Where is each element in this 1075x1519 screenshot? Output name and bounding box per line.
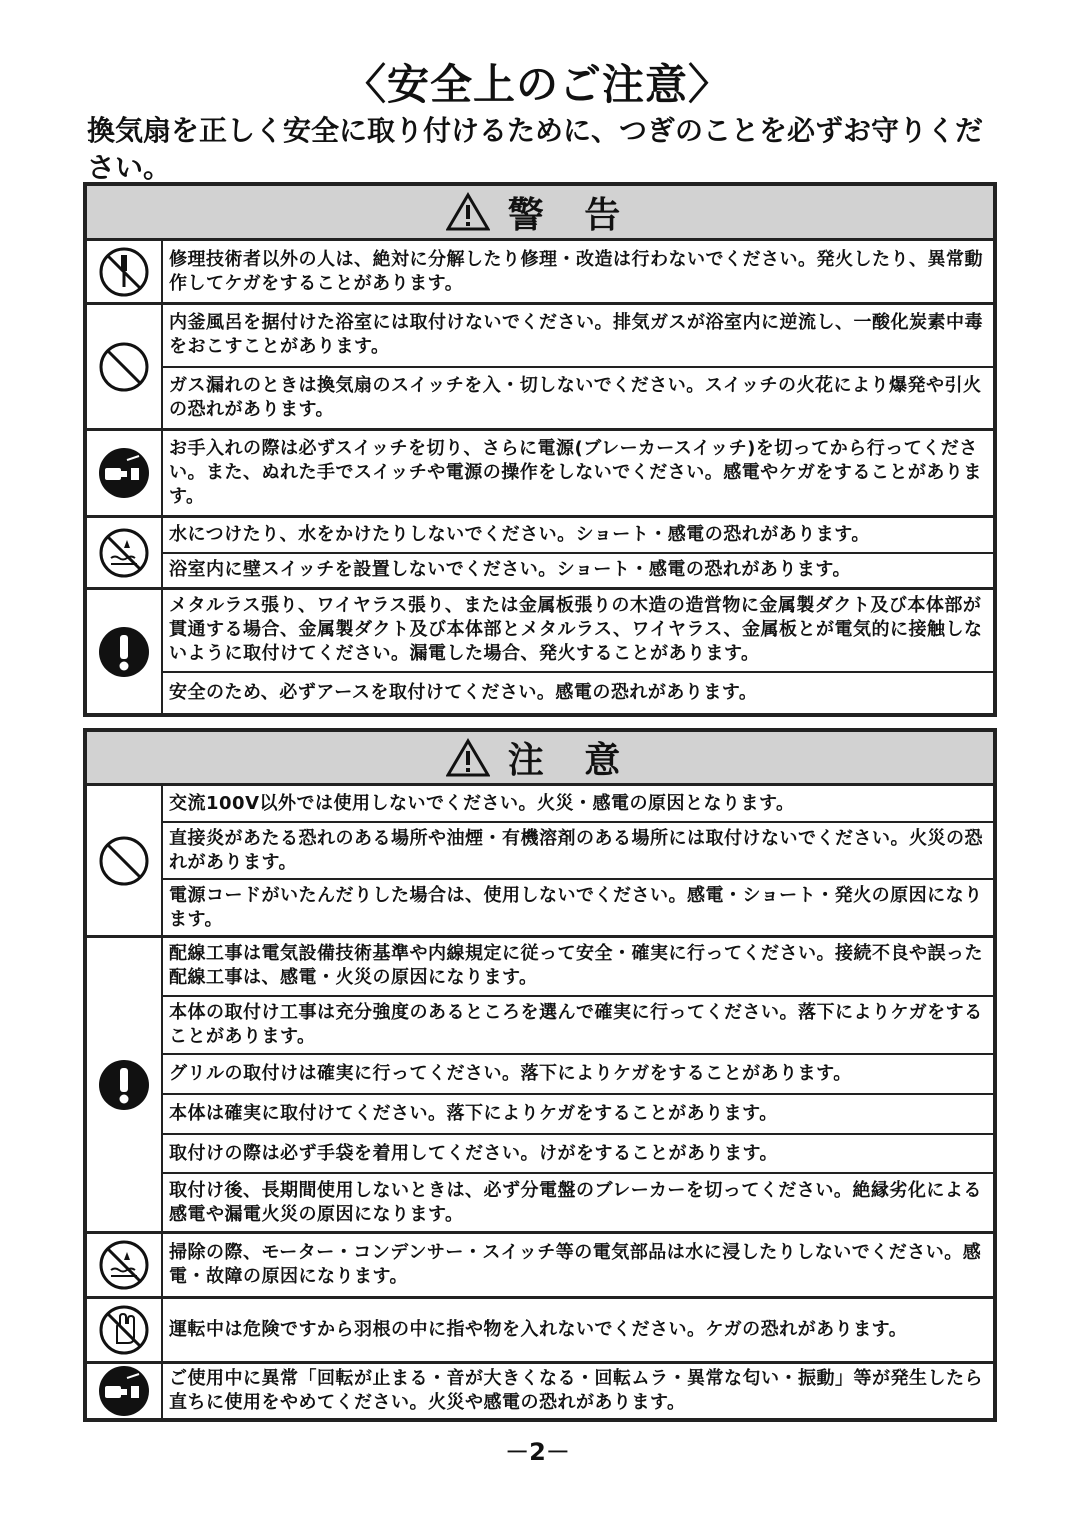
warning-group-prohibited xyxy=(87,302,993,428)
caution-item: 掃除の際、モーター・コンデンサー・スイッチ等の電気部品は水に浸したりしないでください。感電・故障の原因になります。 xyxy=(169,1242,982,1287)
caution-item: 取付け後、長期間使用しないときは、必ず分電盤のブレーカーを切ってください。絶縁劣化による感電や漏電火災の原因になります。 xyxy=(163,1172,993,1231)
mandatory-icon xyxy=(97,625,151,679)
no-water-icon xyxy=(97,1238,151,1292)
warning-item: 浴室内に壁スイッチを設置しないでください。ショート・感電の恐れがあります。 xyxy=(163,552,993,588)
disassembly-prohibited-icon xyxy=(97,245,151,299)
intro-text: 換気扇を正しく安全に取り付けるために、つぎのことを必ずお守りください。 xyxy=(87,114,984,184)
mandatory-icon xyxy=(97,1058,151,1112)
warning-heading-label: 警 告 xyxy=(507,194,635,236)
caution-group-mandatory xyxy=(87,935,993,1231)
warning-item: メタルラス張り、ワイヤラス張り、または金属板張りの木造の造営物に金属製ダクト及び本体部が貫通する場合、金属製ダクト及び本体部とメタルラス、ワイヤラス、金属板とが電気的に接触しないように取付けてください。漏電した場合、発火することがあります。 xyxy=(169,595,983,665)
warning-item: お手入れの際は必ずスイッチを切り、さらに電源(ブレーカースイッチ)を切ってから行ってください。また、ぬれた手でスイッチや電源の操作をしないでください。感電やケガをすることがあります。 xyxy=(169,438,982,507)
caution-item: ご使用中に異常「回転が止まる・音が大きくなる・回転ムラ・異常な匂い・振動」等が発生したら直ちに使用をやめてください。火災や感電の恐れがあります。 xyxy=(169,1368,983,1413)
caution-heading-label: 注 意 xyxy=(507,740,635,781)
caution-group-prohibited xyxy=(87,786,993,935)
caution-group-no-touch xyxy=(87,1296,993,1361)
warning-triangle-icon xyxy=(446,192,490,232)
caution-item: 本体の取付け工事は充分強度のあるところを選んで確実に行ってください。落下によりケガをすることがあります。 xyxy=(163,995,993,1054)
warning-item: ガス漏れのときは換気扇のスイッチを入・切しないでください。スイッチの火花により爆発や引火の恐れがあります。 xyxy=(163,366,993,429)
warning-triangle-icon xyxy=(446,738,490,778)
caution-item: 取付けの際は必ず手袋を着用してください。けがをすることがあります。 xyxy=(163,1133,993,1173)
page-number: －2－ xyxy=(505,1438,570,1466)
warning-panel xyxy=(83,182,997,717)
caution-item: 直接炎があたる恐れのある場所や油煙・有機溶剤のある場所には取付けないでください。火災の恐れがあります。 xyxy=(163,821,993,878)
warning-item: 水につけたり、水をかけたりしないでください。ショート・感電の恐れがあります。 xyxy=(169,523,870,545)
no-touch-icon xyxy=(97,1303,151,1357)
prohibited-icon xyxy=(97,834,151,888)
caution-panel xyxy=(83,728,997,1422)
no-water-icon xyxy=(97,526,151,580)
caution-heading xyxy=(87,732,993,786)
caution-group-unplug xyxy=(87,1361,993,1418)
caution-item: 本体は確実に取付けてください。落下によりケガをすることがあります。 xyxy=(163,1093,993,1133)
prohibited-icon xyxy=(97,340,151,394)
warning-item: 修理技術者以外の人は、絶対に分解したり修理・改造は行わないでください。発火したり、異常動作してケガをすることがあります。 xyxy=(169,248,983,294)
warning-item: 安全のため、必ずアースを取付けてください。感電の恐れがあります。 xyxy=(163,671,993,713)
warning-group-mandatory xyxy=(87,587,993,713)
caution-item: 配線工事は電気設備技術基準や内線規定に従って安全・確実に行ってください。接続不良や誤った配線工事は、感電・火災の原因になります。 xyxy=(169,943,983,989)
caution-item: 運転中は危険ですから羽根の中に指や物を入れないでください。ケガの恐れがあります。 xyxy=(169,1319,908,1340)
warning-group-disassembly xyxy=(87,241,993,302)
caution-item: 電源コードがいたんだりした場合は、使用しないでください。感電・ショート・発火の原因になります。 xyxy=(163,878,993,935)
warning-heading xyxy=(87,186,993,241)
caution-group-water xyxy=(87,1231,993,1296)
warning-group-unplug xyxy=(87,428,993,515)
caution-item: グリルの取付けは確実に行ってください。落下によりケガをすることがあります。 xyxy=(163,1053,993,1093)
warning-group-water xyxy=(87,515,993,587)
unplug-icon xyxy=(97,446,151,500)
page-title: 〈安全上のご注意〉 xyxy=(343,60,731,109)
unplug-icon xyxy=(97,1364,151,1418)
caution-item: 交流100V以外では使用しないでください。火災・感電の原因となります。 xyxy=(169,792,795,814)
warning-item: 内釜風呂を据付けた浴室には取付けないでください。排気ガスが浴室内に逆流し、一酸化炭素中毒をおこすことがあります。 xyxy=(169,312,983,358)
